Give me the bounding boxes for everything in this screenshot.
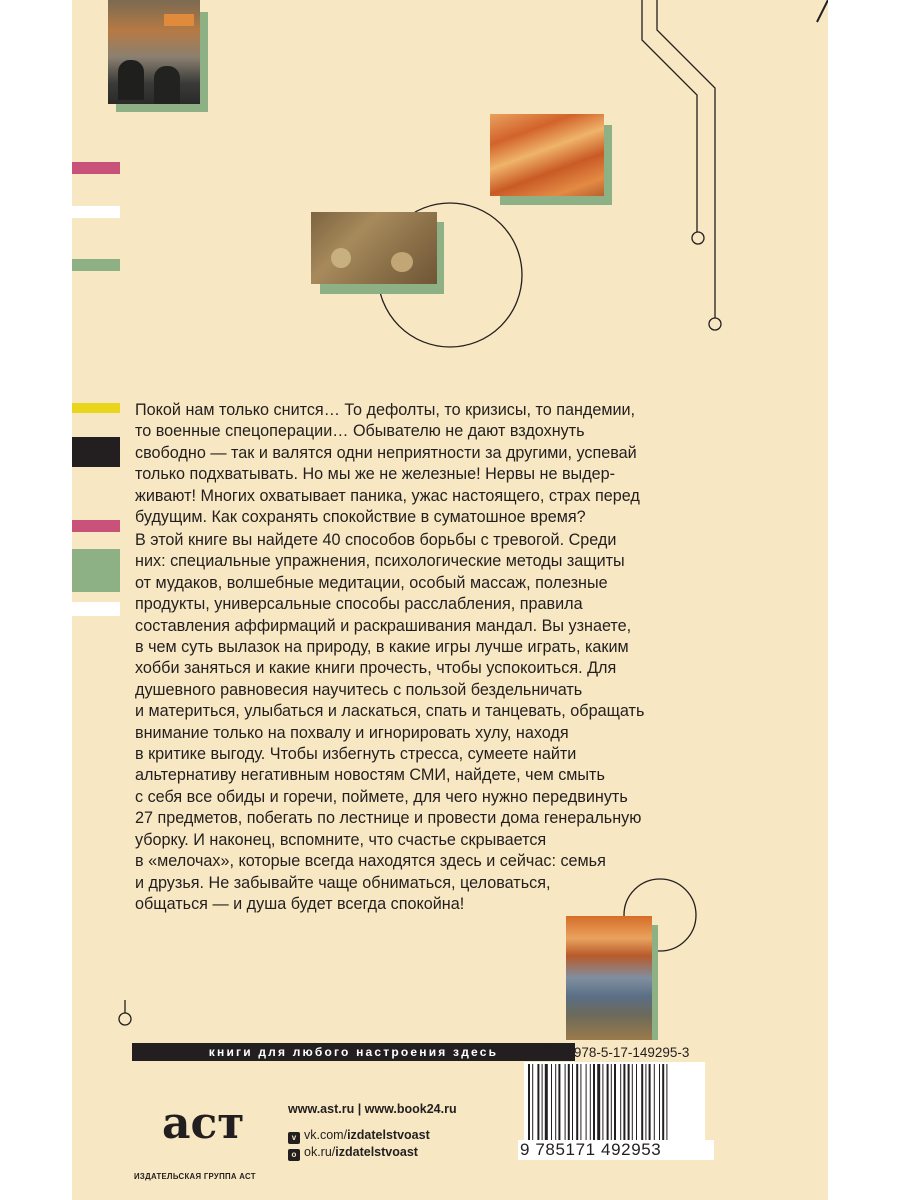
barcode-bar [555, 1064, 556, 1140]
barcode-bar [662, 1064, 664, 1140]
text-line: В этой книге вы найдете 40 способов борьбы с тревогой. Среди [135, 531, 617, 549]
text-line: только подхватывать. Но мы же не железные! Нервы не выдер- [135, 465, 616, 484]
book-back-cover [72, 0, 828, 1200]
barcode-bar [654, 1064, 655, 1140]
text-line: продукты, универсальные способы расслабления, правила [135, 595, 583, 614]
deco-node-2 [709, 318, 721, 330]
barcode-bar [545, 1064, 548, 1140]
stripe-white-2 [72, 602, 120, 616]
text-line: душевного равновесия научитесь с пользой бездельничать [135, 680, 583, 699]
barcode-bar [532, 1064, 533, 1140]
barcode-bar [576, 1064, 578, 1140]
stripe-yellow [72, 403, 120, 413]
deco-line-2 [657, 0, 715, 318]
deco-line-1 [642, 0, 697, 232]
deco-node-1 [692, 232, 704, 244]
barcode-bar [649, 1064, 651, 1140]
vk-link[interactable] [288, 1128, 430, 1144]
text-line: то военные спецоперации… Обывателю не дают вздохнуть [135, 422, 585, 441]
ok-link[interactable] [288, 1145, 418, 1161]
tagline-bar: книги для любого настроения здесь [132, 1043, 575, 1061]
stripe-green-2 [72, 549, 120, 592]
text-line: них: специальные упражнения, психологические методы защиты [135, 552, 625, 571]
text-line: внимание только на похвалу и игнорировать хулу, находя [135, 723, 569, 742]
barcode-bar [623, 1064, 625, 1140]
barcode-bar [666, 1064, 667, 1140]
barcode-bar [586, 1064, 587, 1140]
barcode-bar [590, 1064, 591, 1140]
stripe-green-1 [72, 259, 120, 271]
text-line: 27 предметов, побегать по лестнице и провести дома генеральную [135, 809, 642, 828]
barcode-bar [565, 1064, 566, 1140]
text-line: общаться — и душа будет всегда спокойна! [135, 894, 465, 913]
painting-tile-4 [566, 916, 652, 1040]
text-line: Покой нам только снится… То дефолты, то кризисы, то пандемии, [135, 401, 636, 419]
stripe-white-1 [72, 206, 120, 218]
barcode-bar [628, 1064, 630, 1140]
text-line: с себя все обиды и горечи, поймете, для чего нужно передвинуть [135, 787, 628, 806]
painting-tile-3 [311, 212, 437, 284]
stripe-pink-2 [72, 520, 120, 532]
barcode-bar [645, 1064, 646, 1140]
ok-icon: o [288, 1149, 300, 1161]
text-line: в чем суть вылазок на природу, в какие игры лучше играть, каким [135, 638, 629, 657]
publisher-urls[interactable]: www.ast.ru | www.book24.ru [288, 1102, 457, 1116]
barcode-bar [602, 1064, 603, 1140]
stripe-black [72, 437, 120, 467]
publisher-caption: ИЗДАТЕЛЬСКАЯ ГРУППА АСТ [134, 1172, 256, 1181]
text-line: живают! Многих охватывает паника, ужас настоящего, страх перед [135, 486, 640, 505]
barcode-bar [580, 1064, 581, 1140]
text-line: в критике выгоду. Чтобы избегнуть стресса, сумеете найти [135, 745, 577, 764]
ok-handle: izdatelstvoast [335, 1145, 418, 1159]
text-line: будущим. Как сохранять спокойствие в суматошное время? [135, 508, 586, 527]
text-line: свободно — так и валятся одни неприятности за другими, успевай [135, 443, 637, 462]
text-line: от мудаков, волшебные медитации, особый массаж, полезные [135, 573, 608, 592]
barcode-bar [593, 1064, 595, 1140]
barcode-bar [551, 1064, 552, 1140]
isbn-label: ISBN 978-5-17-149295-3 [538, 1045, 690, 1060]
barcode-bar [537, 1064, 539, 1140]
barcode-bar [614, 1064, 616, 1140]
barcode-bar [632, 1064, 633, 1140]
text-line: и материться, улыбаться и ласкаться, спать и танцевать, обращать [135, 702, 645, 721]
barcode-bar [611, 1064, 612, 1140]
barcode-bar [659, 1064, 660, 1140]
vk-prefix: vk.com/ [304, 1128, 348, 1142]
ok-prefix: ok.ru/ [304, 1145, 336, 1159]
barcode-bars [524, 1062, 705, 1142]
text-line: хобби заняться и какие книги прочесть, чтобы успокоиться. Для [135, 659, 617, 678]
publisher-logo: аст [162, 1098, 245, 1149]
barcode-bar [572, 1064, 573, 1140]
vk-handle: izdatelstvoast [347, 1128, 430, 1142]
text-line: уборку. И наконец, вспомните, что счастье скрывается [135, 830, 547, 849]
barcode-bar [620, 1064, 621, 1140]
barcode-bar [597, 1064, 600, 1140]
barcode-bar [542, 1064, 543, 1140]
barcode-bar [607, 1064, 609, 1140]
description-paragraph-2 [135, 530, 655, 915]
text-line: составления аффирмаций и раскрашивания мандал. Вы узнаете, [135, 616, 632, 635]
stripe-pink-1 [72, 162, 120, 174]
text-line: альтернативу негативным новостям СМИ, найдете, чем смыть [135, 766, 605, 785]
barcode-bar [641, 1064, 643, 1140]
barcode-bar [636, 1064, 637, 1140]
barcode-bar [558, 1064, 560, 1140]
vk-icon: v [288, 1132, 300, 1144]
deco-line-3 [817, 0, 828, 22]
text-line: в «мелочах», которые всегда находятся здесь и сейчас: семья [135, 852, 606, 871]
painting-tile-1 [108, 0, 200, 104]
deco-node-3 [119, 1013, 131, 1025]
text-line: и друзья. Не забывайте чаще обниматься, целоваться, [135, 873, 551, 892]
painting-tile-2 [490, 114, 604, 196]
barcode-bar [528, 1064, 530, 1140]
barcode-digits: 9 785171 492953 [518, 1140, 714, 1160]
barcode-bar [568, 1064, 570, 1140]
description-paragraph-1 [135, 400, 655, 528]
